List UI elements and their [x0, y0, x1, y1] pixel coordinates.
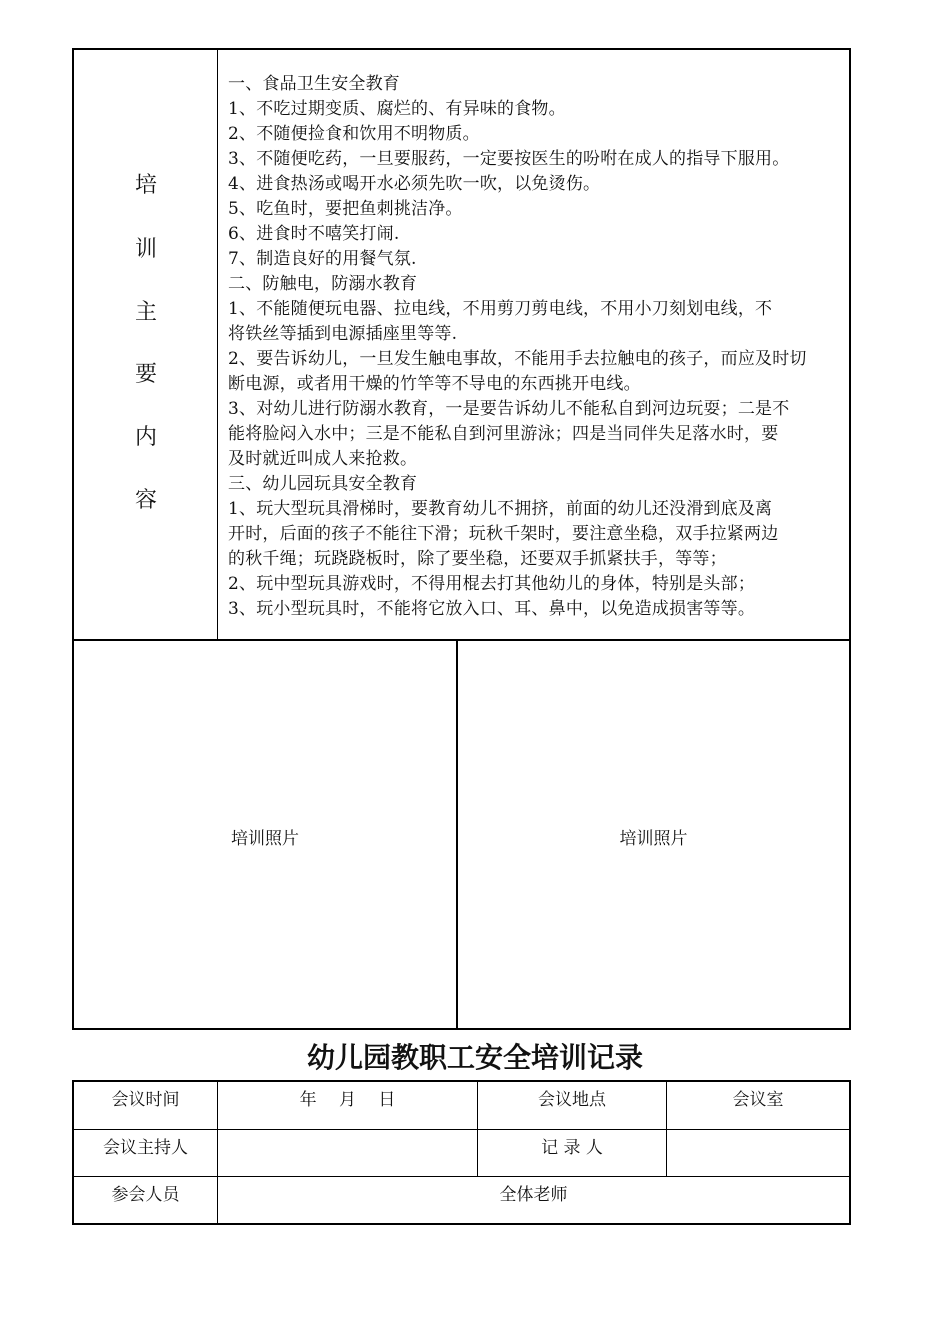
meeting-time-value: 年 月 日 [299, 1090, 396, 1110]
meeting-time-label: 会议时间 [111, 1090, 180, 1110]
content-line: 1、玩大型玩具滑梯时，要教育幼儿不拥挤，前面的幼儿还没滑到底及离 [228, 499, 773, 519]
content-line: 3、玩小型玩具时，不能将它放入口、耳、鼻中，以免造成损害等等。 [228, 599, 756, 619]
content-line: 2、不随便捡食和饮用不明物质。 [228, 124, 480, 144]
content-line: 3、对幼儿进行防溺水教育，一是要告诉幼儿不能私自到河边玩耍；二是不 [228, 399, 790, 419]
content-line: 2、玩中型玩具游戏时，不得用棍去打其他幼儿的身体，特别是头部； [228, 574, 756, 594]
content-line: 3、不随便吃药，一旦要服药，一定要按医生的吩咐在成人的指导下服用。 [228, 149, 790, 169]
content-heading: 二、防触电，防溺水教育 [228, 274, 418, 294]
content-line: 及时就近叫成人来抢救。 [228, 449, 418, 469]
attendees-value: 全体老师 [499, 1185, 568, 1205]
content-line: 断电源，或者用干燥的竹竿等不导电的东西挑开电线。 [228, 374, 641, 394]
content-line: 7、制造良好的用餐气氛. [228, 249, 417, 269]
content-line: 4、进食热汤或喝开水必须先吹一吹，以免烫伤。 [228, 174, 601, 194]
side-label-char: 训 [134, 237, 157, 262]
side-label-char: 内 [134, 425, 157, 450]
content-line: 1、不能随便玩电器、拉电线，不用剪刀剪电线，不用小刀刻划电线，不 [228, 299, 773, 319]
content-line: 将铁丝等插到电源插座里等等. [228, 324, 458, 344]
host-label: 会议主持人 [103, 1138, 188, 1158]
side-label-char: 要 [134, 362, 157, 387]
content-heading: 三、幼儿园玩具安全教育 [228, 474, 418, 494]
content-line: 的秋千绳；玩跷跷板时，除了要坐稳，还要双手抓紧扶手，等等； [228, 549, 727, 569]
photo-right-label: 培训照片 [619, 829, 688, 849]
content-line: 2、要告诉幼儿，一旦发生触电事故，不能用手去拉触电的孩子，而应及时切 [228, 349, 807, 369]
content-line: 6、进食时不嘻笑打闹. [228, 224, 400, 244]
content-line: 开时，后面的孩子不能往下滑；玩秋千架时，要注意坐稳，双手拉紧两边 [228, 524, 779, 544]
meeting-place-label: 会议地点 [538, 1090, 606, 1110]
content-line: 1、不吃过期变质、腐烂的、有异味的食物。 [228, 99, 566, 119]
photo-left-label: 培训照片 [231, 829, 299, 849]
recorder-label: 记 录 人 [541, 1138, 603, 1158]
meeting-place-value: 会议室 [732, 1090, 784, 1110]
side-label-char: 主 [134, 300, 157, 325]
attendees-label: 参会人员 [111, 1185, 180, 1205]
content-line: 能将脸闷入水中；三是不能私自到河里游泳；四是当同伴失足落水时，要 [228, 424, 779, 444]
side-label-char: 容 [134, 488, 157, 513]
side-label-char: 培 [134, 173, 157, 198]
content-heading: 一、食品卫生安全教育 [228, 74, 400, 94]
content-line: 5、吃鱼时，要把鱼刺挑洁净。 [228, 199, 463, 219]
record-title: 幼儿园教职工安全培训记录 [306, 1041, 643, 1074]
